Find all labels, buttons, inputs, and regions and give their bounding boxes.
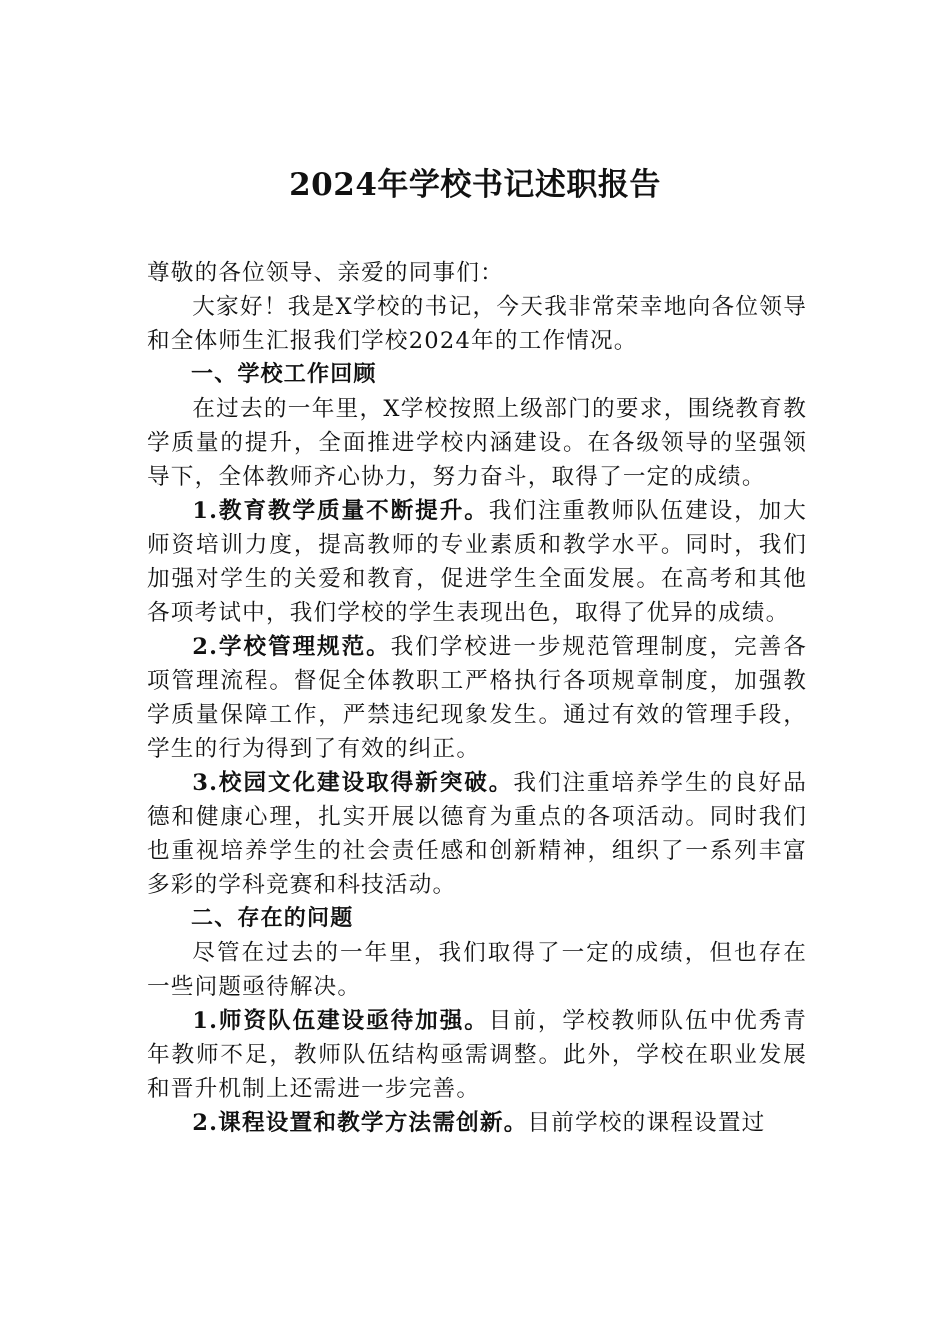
section-heading: 二、存在的问题 (191, 906, 354, 931)
intro-paragraph: 大家好！我是X学校的书记，今天我非常荣幸地向各位领导和全体师生汇报我们学校2024年的工作情况。 (147, 294, 807, 354)
greeting: 尊敬的各位领导、亲爱的同事们： (147, 260, 504, 286)
item-lead: 1.师资队伍建设亟待加强。 (192, 1008, 489, 1034)
list-item (147, 494, 807, 630)
section-intro-paragraph: 尽管在过去的一年里，我们取得了一定的成绩，但也存在一些问题亟待解决。 (147, 940, 807, 1000)
document-title: 2024年学校书记述职报告 (289, 167, 661, 203)
item-text: 我们注重教师队伍建设，加大师资培训力度，提高教师的专业素质和教学水平。同时，我们加强对学生的关爱和教育，促进学生全面发展。在高考和其他各项考试中，我们学校的学生表现出色，取得了优异的成绩。 (147, 498, 807, 626)
item-text: 我们学校进一步规范管理制度，完善各项管理流程。督促全体教职工严格执行各项规章制度，加强教学质量保障工作，严禁违纪现象发生。通过有效的管理手段，学生的行为得到了有效的纠正。 (147, 634, 807, 762)
item-lead: 2.课程设置和教学方法需创新。 (192, 1110, 528, 1136)
section-heading: 一、学校工作回顾 (191, 362, 377, 387)
list-item (147, 1004, 807, 1106)
list-item (147, 630, 807, 766)
item-text: 我们注重培养学生的良好品德和健康心理，扎实开展以德育为重点的各项活动。同时我们也重视培养学生的社会责任感和创新精神，组织了一系列丰富多彩的学科竞赛和科技活动。 (147, 770, 807, 898)
item-lead: 2.学校管理规范。 (192, 634, 391, 660)
section-intro-paragraph: 在过去的一年里，X学校按照上级部门的要求，围绕教育教学质量的提升，全面推进学校内涵建设。在各级领导的坚强领导下，全体教师齐心协力，努力奋斗，取得了一定的成绩。 (147, 396, 807, 490)
document-body (147, 256, 807, 1140)
item-lead: 1.教育教学质量不断提升。 (192, 498, 489, 524)
item-lead: 3.校园文化建设取得新突破。 (192, 770, 514, 796)
list-item (147, 1106, 807, 1140)
list-item (147, 766, 807, 902)
item-text: 目前，学校教师队伍中优秀青年教师不足，教师队伍结构亟需调整。此外，学校在职业发展和晋升机制上还需进一步完善。 (147, 1008, 807, 1102)
item-text: 目前学校的课程设置过 (527, 1110, 766, 1136)
